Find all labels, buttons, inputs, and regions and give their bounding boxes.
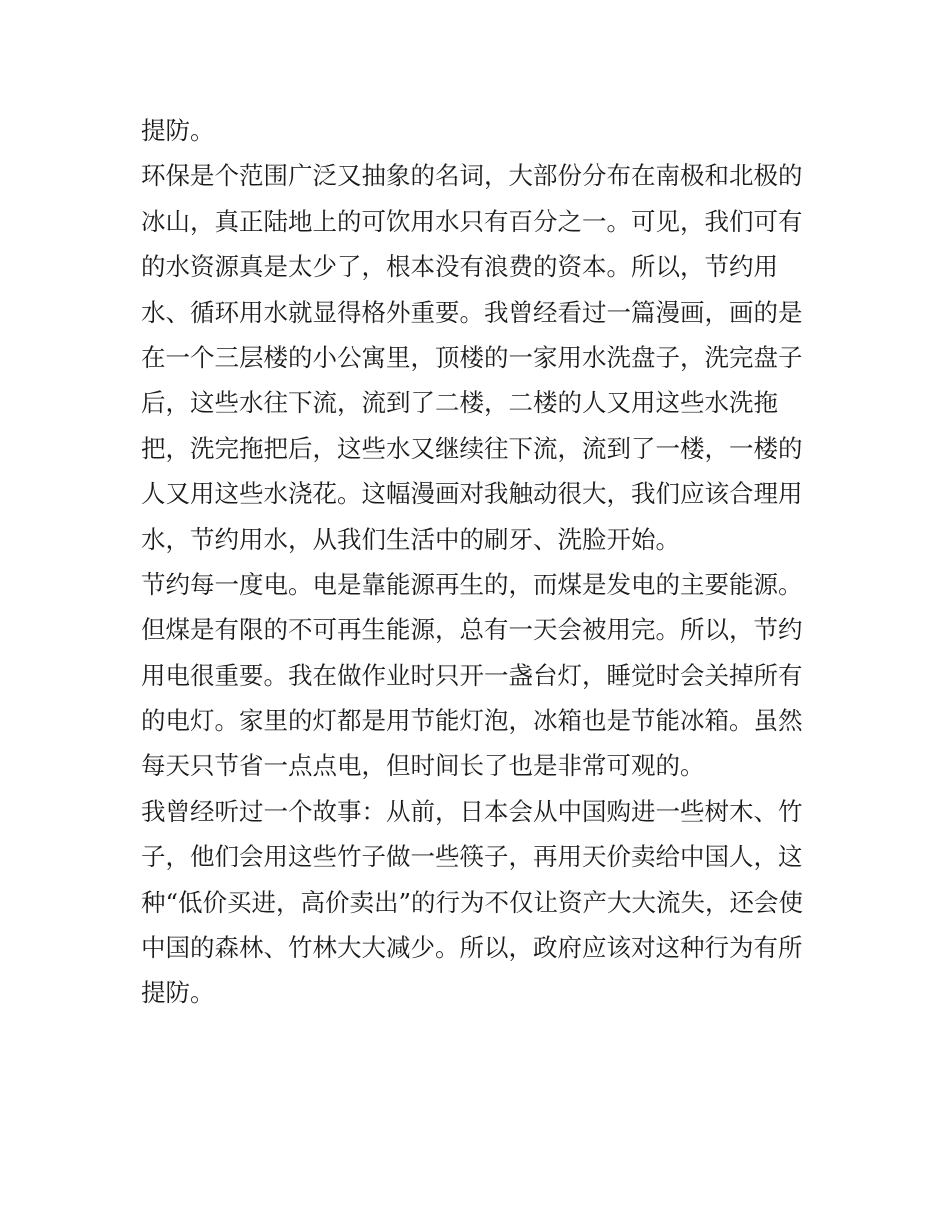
text-line: 的水资源真是太少了，根本没有浪费的资本。所以，节约用 bbox=[141, 252, 778, 282]
text-line: 水、循环用水就显得格外重要。我曾经看过一篇漫画，画的是 bbox=[141, 297, 803, 327]
text-line: 我曾经听过一个故事：从前，日本会从中国购进一些树木、竹 bbox=[141, 796, 803, 826]
text-line: 每天只节省一点点电，但时间长了也是非常可观的。 bbox=[141, 751, 705, 781]
text-line: 人又用这些水浇花。这幅漫画对我触动很大，我们应该合理用 bbox=[141, 479, 803, 509]
text-line: 在一个三层楼的小公寓里，顶楼的一家用水洗盘子，洗完盘子 bbox=[141, 342, 803, 372]
text-line: 冰山，真正陆地上的可饮用水只有百分之一。可见，我们可有 bbox=[141, 206, 803, 236]
text-line: 但煤是有限的不可再生能源，总有一天会被用完。所以，节约 bbox=[141, 615, 803, 645]
text-line: 节约每一度电。电是靠能源再生的，而煤是发电的主要能源。 bbox=[141, 569, 803, 599]
text-line: 提防。 bbox=[141, 978, 215, 1008]
text-line: 的电灯。家里的灯都是用节能灯泡，冰箱也是节能冰箱。虽然 bbox=[141, 706, 803, 736]
text-line: 水，节约用水，从我们生活中的刷牙、洗脸开始。 bbox=[141, 524, 680, 554]
text-line: 把，洗完拖把后，这些水又继续往下流，流到了一楼，一楼的 bbox=[141, 433, 803, 463]
document-body bbox=[141, 108, 813, 1016]
text-line: 子，他们会用这些竹子做一些筷子，再用天价卖给中国人，这 bbox=[141, 842, 803, 872]
text-line: 种“低价买进，高价卖出”的行为不仅让资产大大流失，还会使 bbox=[141, 887, 804, 917]
text-line: 环保是个范围广泛又抽象的名词，大部份分布在南极和北极的 bbox=[141, 161, 803, 191]
text-line: 中国的森林、竹林大大减少。所以，政府应该对这种行为有所 bbox=[141, 933, 803, 963]
text-line: 提防。 bbox=[141, 116, 215, 145]
text-line: 后，这些水往下流，流到了二楼，二楼的人又用这些水洗拖 bbox=[141, 388, 778, 418]
text-line: 用电很重要。我在做作业时只开一盏台灯，睡觉时会关掉所有 bbox=[141, 660, 803, 690]
